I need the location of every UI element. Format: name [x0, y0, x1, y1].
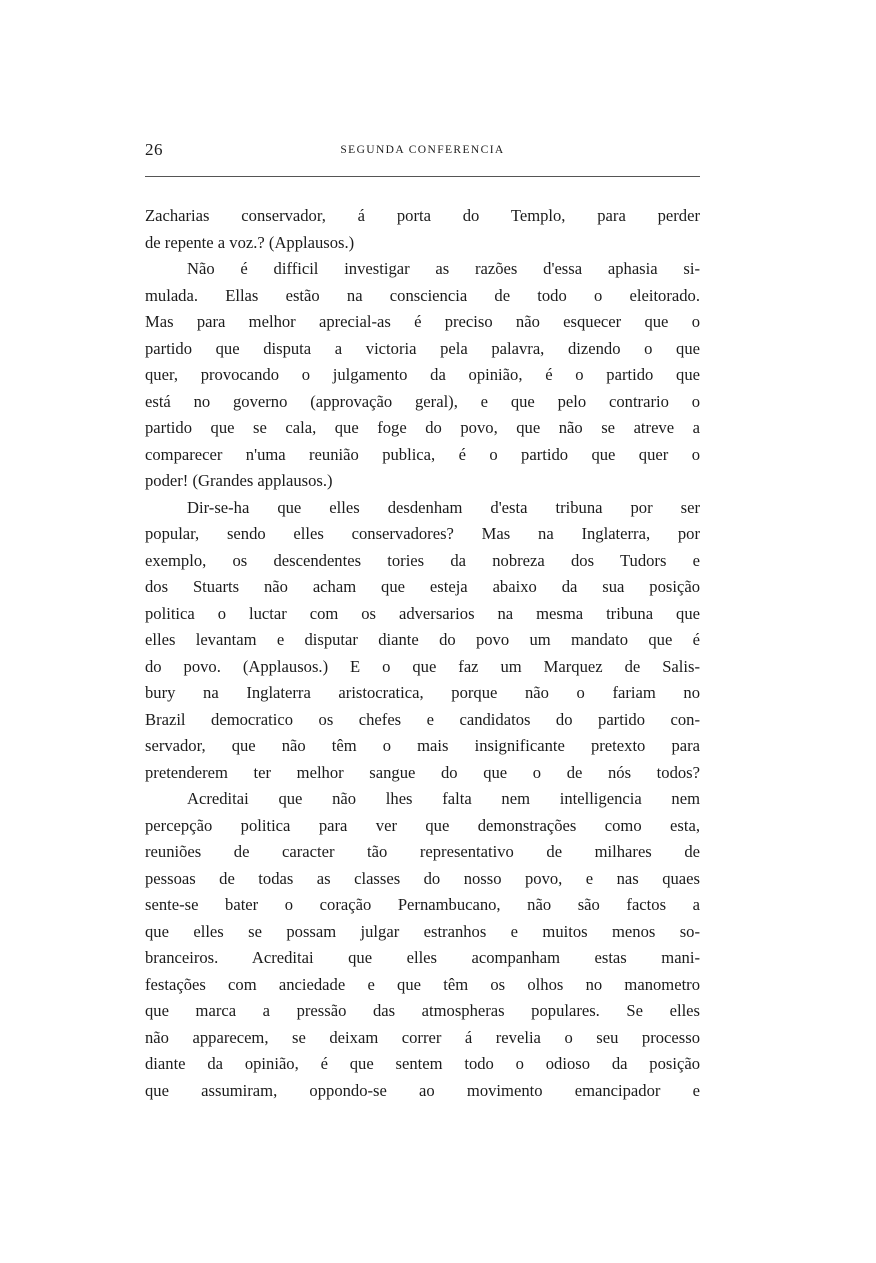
text-line: politica o luctar com os adversarios na mesma tribuna que	[145, 603, 700, 623]
text-line: do povo. (Applausos.) E o que faz um Marquez de Salis-	[145, 656, 700, 676]
text-line: festações com anciedade e que têm os olhos no manometro	[145, 974, 700, 994]
text-line: Brazil democratico os chefes e candidatos do partido con-	[145, 709, 700, 729]
text-line: Zacharias conservador, á porta do Templo, para perder	[145, 206, 700, 225]
text-line: servador, que não têm o mais insignificante pretexto para	[145, 736, 700, 755]
text-line: diante da opinião, é que sentem todo o odioso da posição	[145, 1054, 700, 1073]
text-line: sente-se bater o coração Pernambucano, não são factos a	[145, 895, 700, 914]
text-line: Não é difficil investigar as razões d'essa aphasia si-	[187, 259, 700, 278]
text-line: exemplo, os descendentes tories da nobreza dos Tudors e	[145, 550, 700, 570]
text-line: reuniões de caracter tão representativo de milhares de	[145, 842, 700, 861]
text-line: de repente a voz.? (Applausos.)	[145, 232, 355, 252]
text-line: elles levantam e disputar diante do povo um mandato que é	[145, 630, 700, 649]
page-header	[145, 140, 700, 174]
text-line: que marca a pressão das atmospheras populares. Se elles	[145, 1001, 700, 1020]
text-line: bury na Inglaterra aristocratica, porque não o fariam no	[145, 683, 700, 702]
text-line: comparecer n'uma reunião publica, é o partido que quer o	[145, 444, 700, 464]
page-number: 26	[145, 140, 163, 159]
text-line: branceiros. Acreditai que elles acompanham estas mani-	[145, 948, 700, 967]
text-line: dos Stuarts não acham que esteja abaixo da sua posição	[145, 577, 700, 596]
text-line: que assumiram, oppondo-se ao movimento emancipador e	[145, 1080, 700, 1100]
text-line: está no governo (approvação geral), e que pelo contrario o	[145, 391, 700, 411]
body-text	[145, 203, 700, 1104]
text-line: Dir-se-ha que elles desdenham d'esta tribuna por ser	[187, 497, 700, 517]
text-line: partido que disputa a victoria pela palavra, dizendo o que	[145, 338, 700, 358]
text-line: Acreditai que não lhes falta nem intelligencia nem	[187, 789, 700, 808]
text-line: Mas para melhor aprecial-as é preciso não esquecer que o	[145, 312, 700, 331]
text-line: quer, provocando o julgamento da opinião, é o partido que	[145, 365, 700, 384]
text-line: pretenderem ter melhor sangue do que o de nós todos?	[145, 762, 700, 782]
text-line: que elles se possam julgar estranhos e muitos menos so-	[145, 921, 700, 941]
text-line: percepção politica para ver que demonstrações como esta,	[145, 815, 700, 835]
text-line: pessoas de todas as classes do nosso povo, e nas quaes	[145, 868, 700, 888]
text-line: popular, sendo elles conservadores? Mas na Inglaterra, por	[145, 524, 700, 543]
header-rule	[145, 176, 700, 177]
text-line: mulada. Ellas estão na consciencia de todo o eleitorado.	[145, 285, 700, 305]
text-line: não apparecem, se deixam correr á revelia o seu processo	[145, 1027, 700, 1047]
text-line: poder! (Grandes applausos.)	[145, 471, 333, 490]
running-head: SEGUNDA CONFERENCIA	[340, 144, 505, 156]
text-line: partido que se cala, que foge do povo, que não se atreve a	[145, 418, 700, 437]
